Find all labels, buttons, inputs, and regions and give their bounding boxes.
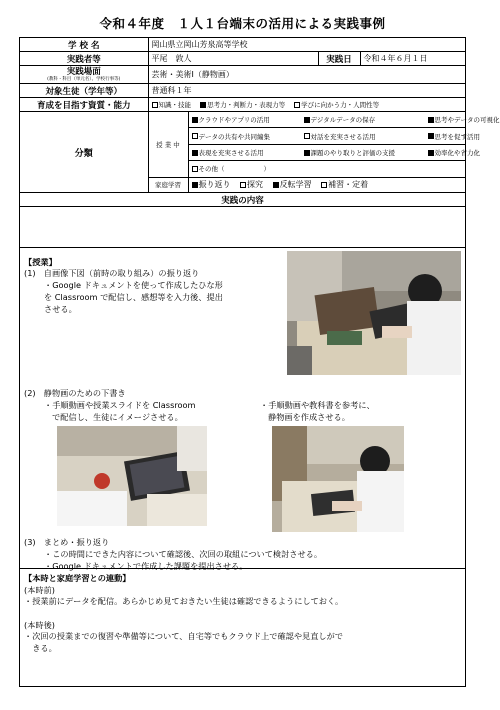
checkbox-checked-icon (273, 182, 279, 188)
checkbox-icon (294, 102, 300, 108)
step2-title: (2) 静物画のための下書き (24, 388, 126, 398)
teacher-value: 平尾 敦人 (148, 52, 318, 66)
checkbox-checked-icon (192, 182, 198, 188)
option-label[interactable]: その他（ ） (198, 165, 270, 174)
lesson-heading: 【授業】 (24, 257, 57, 267)
home-label: 家庭学習 (148, 177, 188, 192)
option-label[interactable]: 課題のやり取りと評価の支援 (310, 149, 395, 158)
in-class-label: 授 業 中 (148, 112, 188, 178)
home-options (188, 177, 465, 192)
home-option[interactable]: 振り返り (192, 180, 231, 189)
scene-label-cell (20, 66, 148, 84)
option-label[interactable]: 表現を充実させる活用 (198, 149, 264, 158)
step2-right-line: 静物画を作成させる。 (268, 412, 350, 422)
checkbox-icon (240, 182, 246, 188)
after-title: (本時後) (24, 619, 55, 630)
scene-label: 実践場面 (66, 66, 101, 77)
ability-option[interactable]: 思考力・判断力・表現力等 (200, 101, 285, 109)
option-label[interactable]: 思考を促す活用 (434, 132, 480, 141)
checkbox-icon (152, 102, 158, 108)
option-label[interactable]: 対話を充実させる活用 (310, 132, 376, 141)
checkbox-icon (192, 166, 198, 172)
checkbox-checked-icon (304, 150, 310, 156)
step2-left-line: ・手順動画や授業スライドを Classroom (44, 400, 196, 410)
before-line: ・授業前にデータを配信。あらかじめ見ておきたい生徒は確認できるようにしておく。 (24, 596, 344, 606)
school-value: 岡山県立岡山芳泉高等学校 (148, 38, 465, 52)
after-line: ・次回の授業までの復習や準備等について、自宅等でもクラウド上で確認や見直しがで (24, 631, 343, 641)
abilities-options (148, 98, 465, 112)
tablet-photo (57, 426, 207, 526)
step2-left-line: で配信し、生徒にイメージさせる。 (52, 412, 183, 422)
after-line: きる。 (24, 642, 57, 653)
scene-value: 芸術・美術Ⅰ（静物画） (148, 66, 465, 84)
classroom-photo (287, 251, 461, 375)
school-label: 学 校 名 (20, 38, 148, 52)
step1-line: を Classroom で配信し、感想等を入力後、提出 (44, 292, 223, 302)
option-label[interactable]: データの共有や共同編集 (198, 132, 270, 141)
info-table (20, 38, 500, 207)
abilities-label: 育成を目指す資質・能力 (20, 98, 148, 112)
option-label[interactable]: 思考やデータの可視化 (434, 116, 500, 125)
checkbox-checked-icon (428, 133, 434, 139)
option-label[interactable]: クラウドやアプリの活用 (198, 116, 270, 125)
content-heading: 実践の内容 (20, 193, 465, 207)
checkbox-checked-icon (428, 150, 434, 156)
step1-title: (1) 自画像下図（前時の取り組み）の振り返り (24, 268, 200, 278)
checkbox-checked-icon (192, 117, 198, 123)
step3-line: ・この時間にできた内容について確認後、次回の取組について検討させる。 (44, 549, 323, 559)
checkbox-icon (304, 133, 310, 139)
step3-line: ・Google ドキュメントで作成した課題を提出させる。 (44, 561, 248, 571)
checkbox-checked-icon (304, 117, 310, 123)
checkbox-icon (192, 133, 198, 139)
before-title: (本時前) (24, 584, 55, 595)
date-value: 令和４年６月１日 (360, 52, 465, 66)
option-label[interactable]: 効率化や省力化 (434, 149, 480, 158)
classification-label: 分類 (20, 112, 148, 193)
scene-sub-label: (教科・科目（単元名）、学校行事等) (47, 76, 121, 82)
ability-option[interactable]: 知識・技能 (152, 101, 192, 109)
classification-row (188, 128, 480, 144)
home-link-heading: 【本時と家庭学習との連動】 (24, 573, 131, 583)
checkbox-icon (321, 182, 327, 188)
document-title: 令和４年度 １人１台端末の活用による実践事例 (99, 16, 386, 31)
teacher-label: 実践者等 (20, 52, 148, 66)
checkbox-checked-icon (192, 150, 198, 156)
target-label: 対象生徒（学年等） (20, 84, 148, 98)
classification-row (188, 112, 500, 128)
classification-row (188, 144, 480, 160)
step2-right-line: ・手順動画や教科書を参考に、 (260, 400, 375, 410)
home-link-section (20, 568, 465, 653)
home-option[interactable]: 補習・定着 (321, 180, 368, 189)
home-option[interactable]: 探究 (240, 180, 263, 189)
checkbox-checked-icon (428, 117, 434, 123)
report-sheet (19, 37, 500, 687)
step3-title: (3) まとめ・振り返り (24, 537, 110, 547)
date-label: 実践日 (318, 52, 360, 66)
step1-line: させる。 (44, 304, 77, 314)
drawing-photo (272, 426, 404, 532)
target-value: 普通科１年 (148, 84, 465, 98)
ability-option[interactable]: 学びに向かう力・人間性等 (294, 101, 379, 109)
classification-row (188, 161, 465, 177)
option-label[interactable]: デジタルデータの保存 (310, 116, 376, 125)
home-option[interactable]: 反転学習 (273, 180, 312, 189)
checkbox-checked-icon (200, 102, 206, 108)
step1-line: ・Google ドキュメントを使って作成したひな形 (44, 280, 223, 290)
lesson-content (20, 247, 465, 571)
